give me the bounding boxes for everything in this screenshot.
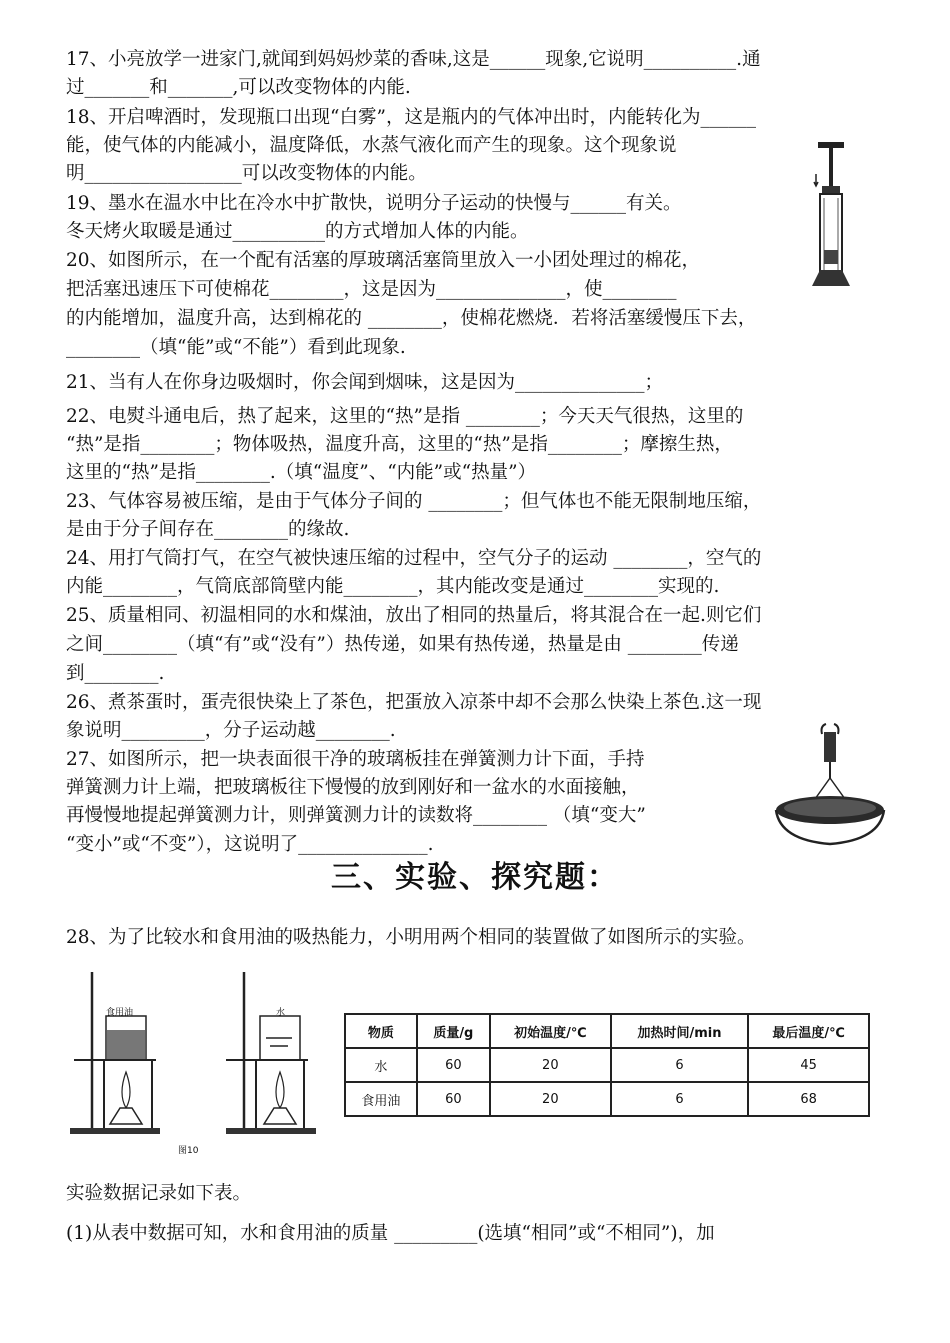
q23-line2: 是由于分子间存在________的缘故.	[66, 519, 350, 540]
q21-line1: 21、当有人在你身边吸烟时，你会闻到烟味，这是因为______________；	[66, 372, 664, 393]
heating-apparatus-figure	[66, 968, 338, 1158]
table-header: 物质	[345, 1014, 417, 1048]
table-cell: 6	[611, 1048, 749, 1082]
figure-caption: 图10	[178, 1146, 199, 1156]
table-header-row	[345, 1014, 869, 1048]
q18-line2: 能，使气体的内能减小，温度降低，水蒸气液化而产生的现象。这个现象说	[66, 135, 677, 156]
table-cell: 20	[490, 1082, 611, 1116]
q22-line2: “热”是指________；物体吸热，温度升高，这里的“热”是指________；摩擦生热，	[66, 434, 733, 455]
q27-line2: 弹簧测力计上端，把玻璃板往下慢慢的放到刚好和一盆水的水面接触，	[66, 777, 640, 798]
q25-line2: 之间________（填“有”或“没有”）热传递，如果有热传递，热量是由 ________传递	[66, 634, 739, 655]
table-cell: 60	[417, 1048, 490, 1082]
q28-line1: 28、为了比较水和食用油的吸热能力，小明用两个相同的装置做了如图所示的实验。	[66, 927, 756, 948]
sub-question-1: (1)从表中数据可知，水和食用油的质量 _________(选填“相同”或“不相同”)，加	[66, 1223, 715, 1244]
table-row	[345, 1082, 869, 1116]
table-cell: 68	[748, 1082, 869, 1116]
q20-line1: 20、如图所示，在一个配有活塞的厚玻璃活塞筒里放入一小团处理过的棉花，	[66, 250, 701, 271]
q24-line1: 24、用打气筒打气，在空气被快速压缩的过程中，空气分子的运动 ________，空气的	[66, 548, 762, 569]
table-cell: 6	[611, 1082, 749, 1116]
table-cell: 45	[748, 1048, 869, 1082]
spring-scale-basin-figure	[770, 720, 890, 848]
q18-line1: 18、开启啤酒时，发现瓶口出现“白雾”，这是瓶内的气体冲出时，内能转化为______	[66, 107, 756, 128]
table-header: 质量/g	[417, 1014, 490, 1048]
table-header: 最后温度/℃	[748, 1014, 869, 1048]
table-cell: 食用油	[345, 1082, 417, 1116]
label-water: 水	[276, 1008, 286, 1018]
q23-line1: 23、气体容易被压缩，是由于气体分子间的 ________；但气体也不能无限制地压缩，	[66, 491, 762, 512]
q17-line2: 过_______和_______,可以改变物体的内能.	[66, 77, 411, 98]
q20-line4: ________（填“能”或“不能”）看到此现象.	[66, 337, 406, 358]
label-oil: 食用油	[106, 1008, 134, 1018]
q25-line1: 25、质量相同、初温相同的水和煤油，放出了相同的热量后，将其混合在一起.则它们	[66, 605, 762, 626]
table-header: 初始温度/℃	[490, 1014, 611, 1048]
q20-line3: 的内能增加，温度升高，达到棉花的 ________，使棉花燃烧．若将活塞缓慢压下去，	[66, 308, 757, 329]
q26-line1: 26、煮茶蛋时，蛋壳很快染上了茶色，把蛋放入凉茶中却不会那么快染上茶色.这一现	[66, 692, 762, 713]
table-row	[345, 1048, 869, 1082]
q22-line3: 这里的“热”是指________.（填“温度”、“内能”或“热量”）	[66, 462, 537, 483]
q19-line1: 19、墨水在温水中比在冷水中扩散快，说明分子运动的快慢与______有关。	[66, 193, 682, 214]
q17-line1: 17、小亮放学一进家门,就闻到妈妈炒菜的香味,这是______现象,它说明__________.通	[66, 49, 761, 70]
table-header: 加热时间/min	[611, 1014, 749, 1048]
q27-line3: 再慢慢地提起弹簧测力计，则弹簧测力计的读数将________ （填“变大”	[66, 805, 646, 826]
section-heading: 三、实验、探究题：	[331, 860, 619, 895]
experiment-data-table	[344, 1013, 870, 1117]
table-cell: 20	[490, 1048, 611, 1082]
q22-line1: 22、电熨斗通电后，热了起来，这里的“热”是指 ________；今天天气很热，这里的	[66, 406, 744, 427]
q25-line3: 到________.	[66, 663, 165, 684]
q27-line1: 27、如图所示，把一块表面很干净的玻璃板挂在弹簧测力计下面，手持	[66, 749, 645, 770]
q24-line2: 内能________，气筒底部筒壁内能________，其内能改变是通过________实现的.	[66, 576, 720, 597]
q18-line3: 明_________________可以改变物体的内能。	[66, 163, 427, 184]
q19-line2: 冬天烤火取暖是通过__________的方式增加人体的内能。	[66, 221, 529, 242]
q27-line4: “变小”或“不变”），这说明了______________.	[66, 834, 434, 855]
q20-line2: 把活塞迅速压下可使棉花________，这是因为______________，使________	[66, 279, 677, 300]
record-line: 实验数据记录如下表。	[66, 1183, 252, 1204]
table-cell: 水	[345, 1048, 417, 1082]
fire-syringe-figure	[806, 140, 858, 290]
table-cell: 60	[417, 1082, 490, 1116]
q26-line2: 象说明_________，分子运动越________.	[66, 720, 396, 741]
